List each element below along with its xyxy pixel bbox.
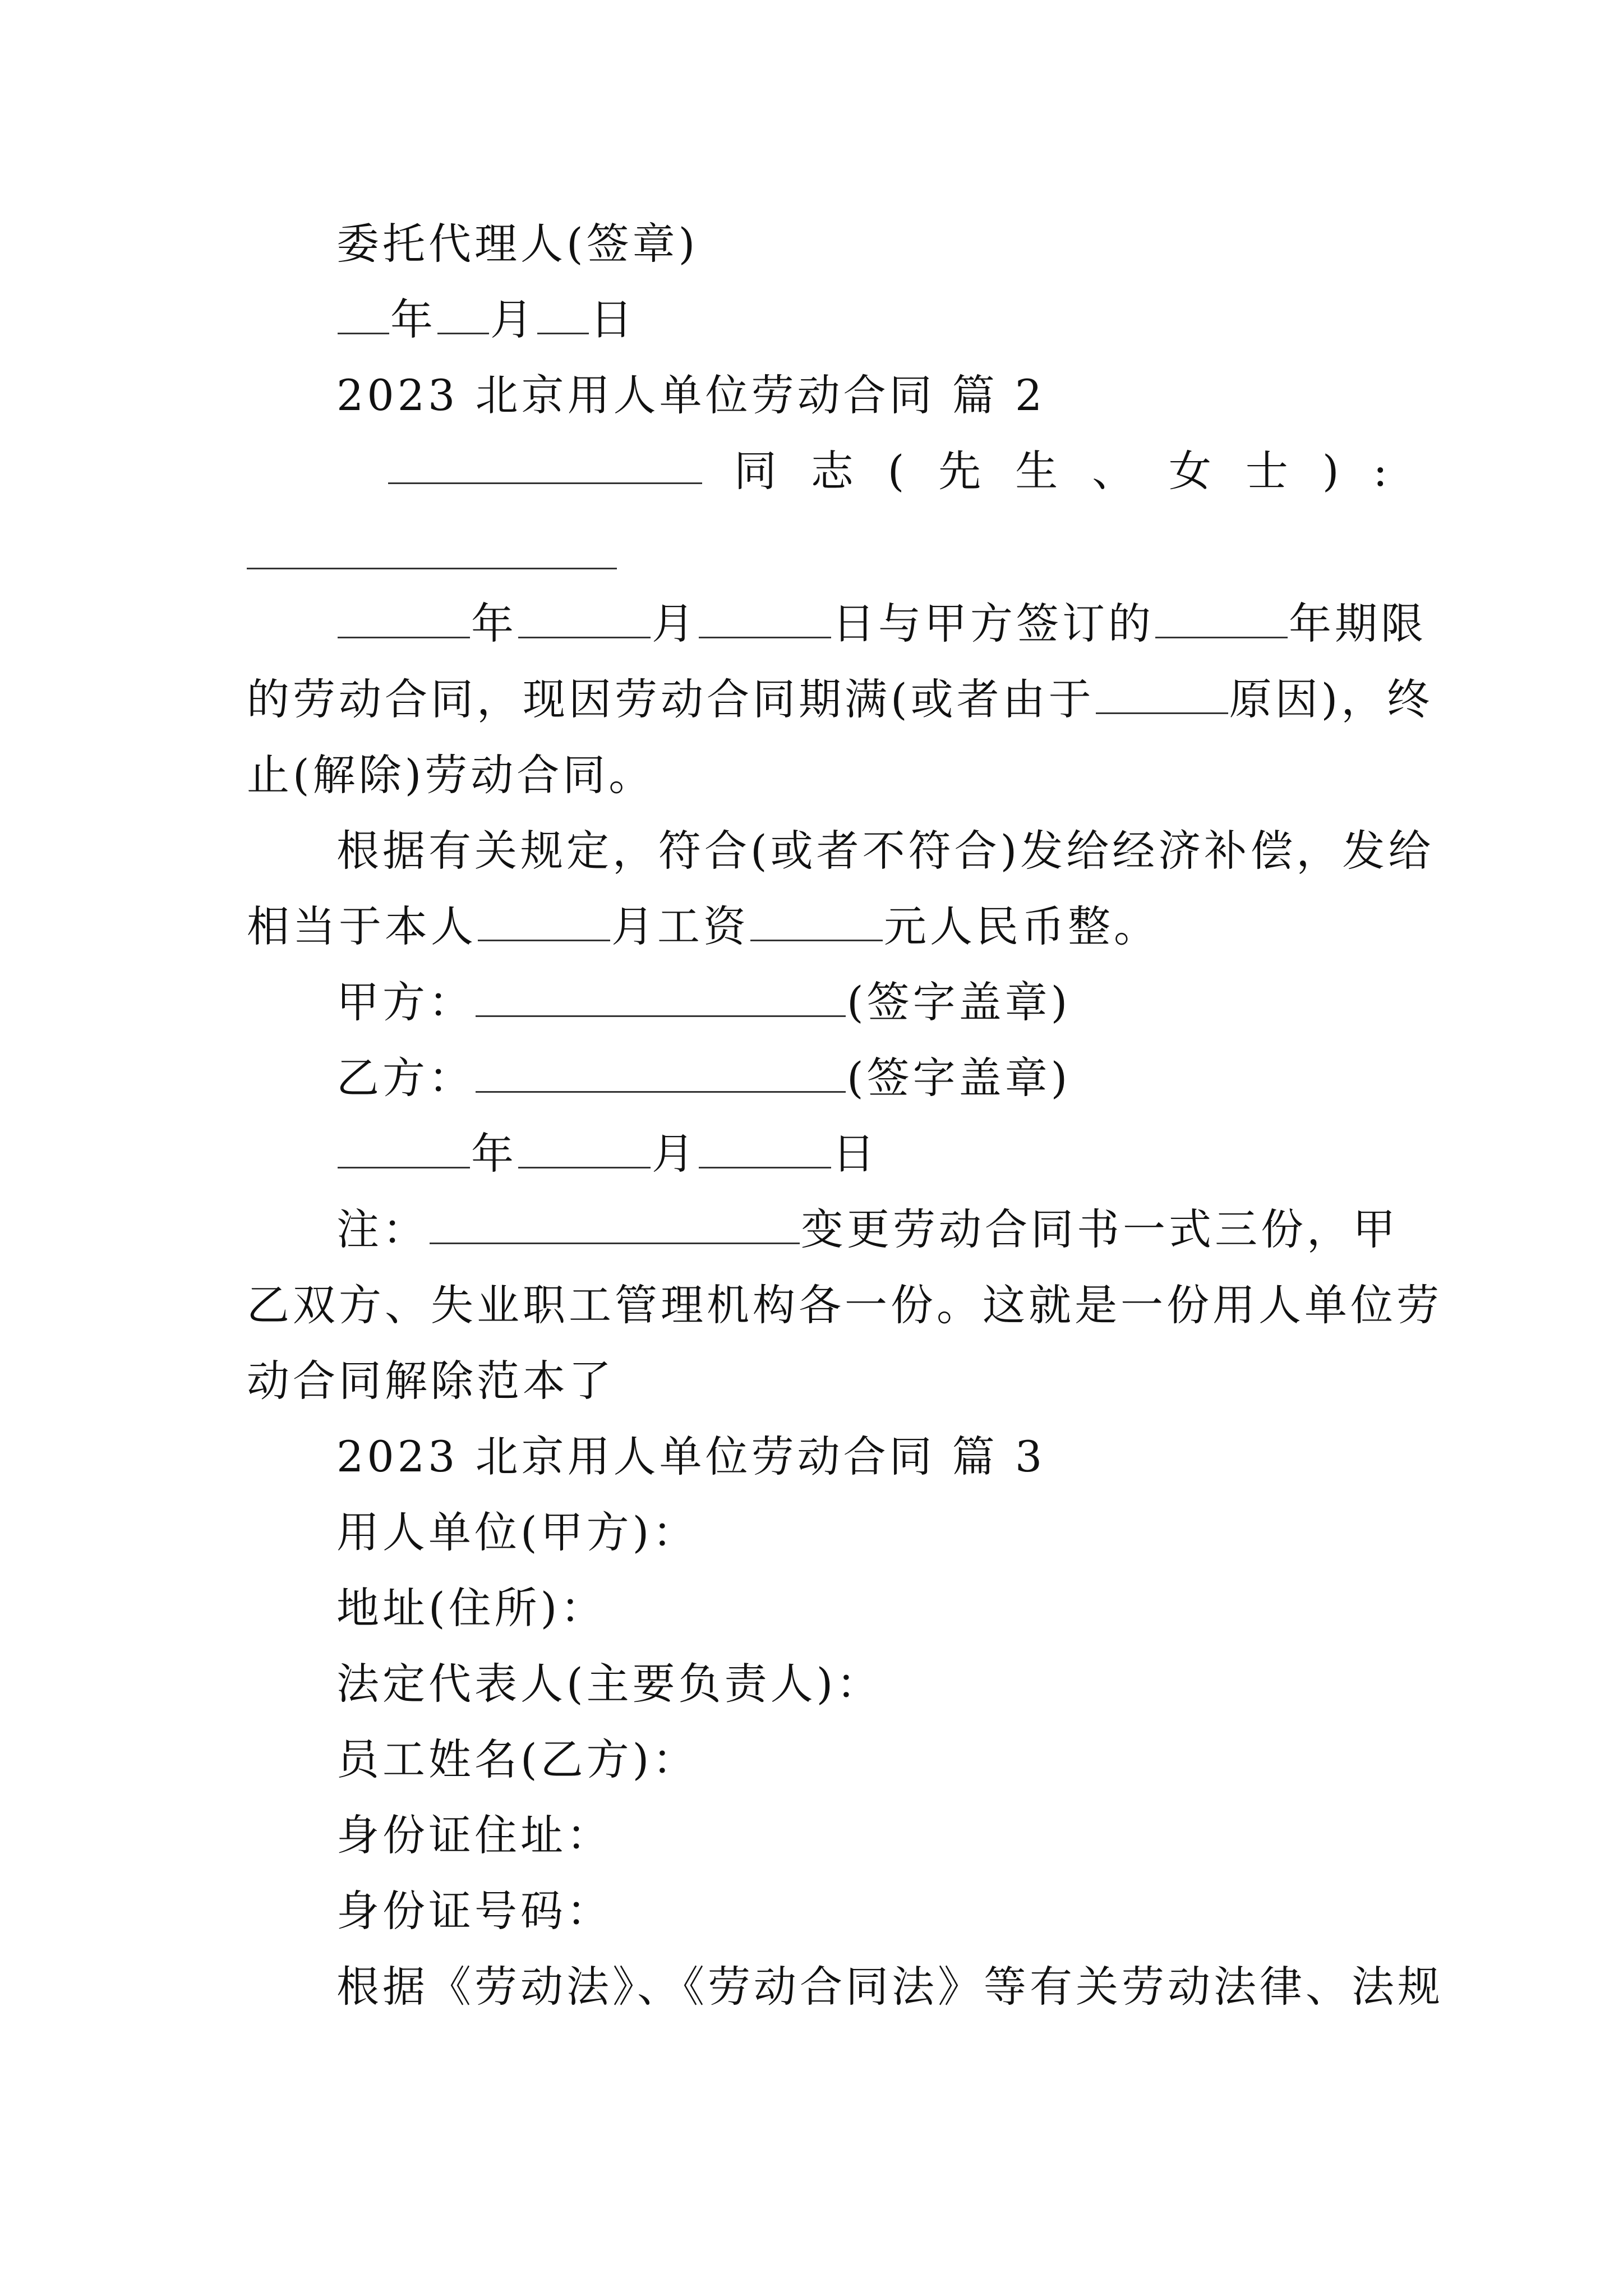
party-b-signature-line bbox=[247, 1050, 1391, 1106]
section-heading-3 bbox=[247, 1429, 1391, 1485]
legal-rep-field bbox=[247, 1656, 1391, 1712]
year-label: 年 bbox=[390, 295, 436, 344]
term-label: 年期限 bbox=[1289, 599, 1427, 648]
address-label: 地址(住所)： bbox=[336, 1583, 607, 1633]
employer-label: 用人单位(甲方)： bbox=[336, 1507, 699, 1557]
day-blank bbox=[699, 597, 831, 638]
body-text: 动合同解除范本了 bbox=[247, 1356, 615, 1406]
addressee-char: 女 bbox=[1169, 446, 1215, 496]
year-blank bbox=[338, 597, 470, 638]
address-field bbox=[247, 1580, 1391, 1636]
body-text: 止(解除)劳动合同。 bbox=[247, 750, 655, 800]
party-b-label: 乙方： bbox=[336, 1053, 474, 1103]
agent-signature-label: 委托代理人(签章) bbox=[336, 219, 699, 269]
day-label: 日 bbox=[832, 1129, 878, 1179]
year-label: 年 bbox=[471, 1129, 517, 1179]
month-label: 月 bbox=[490, 295, 536, 344]
signature-seal-label: (签字盖章) bbox=[847, 1053, 1071, 1103]
party-a-blank bbox=[476, 976, 846, 1017]
addressee-name-blank bbox=[388, 443, 702, 484]
term-blank bbox=[1155, 597, 1288, 638]
body-line-7 bbox=[247, 747, 1391, 803]
party-a-label: 甲方： bbox=[336, 977, 474, 1027]
month-blank bbox=[518, 1128, 651, 1168]
party-b-blank bbox=[476, 1052, 846, 1093]
employee-name-label: 员工姓名(乙方)： bbox=[336, 1734, 699, 1784]
year-blank bbox=[338, 1128, 470, 1168]
year-label: 年 bbox=[471, 599, 517, 648]
body-line-14 bbox=[247, 1277, 1442, 1333]
section-title-3: 2023 北京用人单位劳动合同 篇 3 bbox=[336, 1432, 1046, 1481]
addressee-char: ) bbox=[1322, 446, 1343, 496]
date-line-1 bbox=[247, 292, 1391, 348]
addressee-spread bbox=[387, 443, 1391, 499]
addressee-char: 士 bbox=[1245, 446, 1292, 496]
id-address-label: 身份证住址： bbox=[336, 1810, 612, 1860]
body-text: 原因)，终 bbox=[1229, 674, 1433, 724]
body-text: 的劳动合同，现因劳动合同期满(或者由于 bbox=[247, 674, 1095, 724]
addressee-char: : bbox=[1373, 446, 1391, 496]
body-text: 根据有关规定，符合(或者不符合)发给经济补偿，发给 bbox=[336, 826, 1435, 876]
month-label: 月 bbox=[652, 1129, 698, 1179]
section-heading-2 bbox=[247, 367, 1391, 424]
id-address-field bbox=[247, 1807, 1391, 1864]
continuation-underline bbox=[247, 568, 617, 569]
employee-name-field bbox=[247, 1732, 1391, 1788]
date-line-2 bbox=[247, 1126, 1391, 1182]
employer-field bbox=[247, 1504, 1391, 1561]
addressee-char: 同 bbox=[734, 446, 780, 496]
months-blank bbox=[478, 900, 610, 941]
month-blank bbox=[518, 597, 651, 638]
contract-date-line bbox=[247, 596, 1427, 652]
addressee-char: 、 bbox=[1092, 446, 1138, 496]
addressee-char: 生 bbox=[1015, 446, 1062, 496]
day-blank bbox=[699, 1128, 831, 1168]
year-blank bbox=[338, 293, 389, 334]
id-number-label: 身份证号码： bbox=[336, 1886, 612, 1936]
signature-seal-label: (签字盖章) bbox=[847, 977, 1071, 1027]
body-line-9 bbox=[247, 899, 1391, 955]
note-blank bbox=[430, 1203, 800, 1244]
section-title-2: 2023 北京用人单位劳动合同 篇 2 bbox=[336, 370, 1046, 420]
addressee-line bbox=[247, 443, 1391, 499]
month-label: 月 bbox=[652, 599, 698, 648]
agent-signature-line bbox=[247, 216, 1391, 272]
body-line-15 bbox=[247, 1353, 1391, 1409]
body-line-8 bbox=[247, 823, 1435, 879]
note-line bbox=[247, 1202, 1399, 1258]
body-text: 月工资 bbox=[611, 901, 749, 951]
note-label: 注： bbox=[336, 1204, 428, 1254]
day-label: 日 bbox=[590, 295, 636, 344]
body-text: 元人民币整。 bbox=[884, 901, 1160, 951]
body-text: 相当于本人 bbox=[247, 901, 477, 951]
addressee-char: ( bbox=[887, 446, 908, 496]
signed-with-party-a: 日与甲方签订的 bbox=[832, 599, 1154, 648]
body-text: 变更劳动合同书一式三份，甲 bbox=[801, 1204, 1399, 1254]
party-a-signature-line bbox=[247, 974, 1391, 1030]
body-line-23 bbox=[247, 1959, 1444, 2015]
reason-blank bbox=[1096, 673, 1228, 714]
body-line-6 bbox=[247, 671, 1433, 728]
legal-rep-label: 法定代表人(主要负责人)： bbox=[336, 1659, 883, 1709]
body-text: 根据《劳动法》、《劳动合同法》等有关劳动法律、法规 bbox=[336, 1962, 1444, 2012]
id-number-field bbox=[247, 1883, 1391, 1939]
amount-blank bbox=[750, 900, 883, 941]
month-blank bbox=[437, 293, 489, 334]
addressee-char: 先 bbox=[938, 446, 985, 496]
day-blank bbox=[537, 293, 589, 334]
body-text: 乙双方、失业职工管理机构各一份。这就是一份用人单位劳 bbox=[247, 1280, 1442, 1330]
addressee-char: 志 bbox=[810, 446, 857, 496]
